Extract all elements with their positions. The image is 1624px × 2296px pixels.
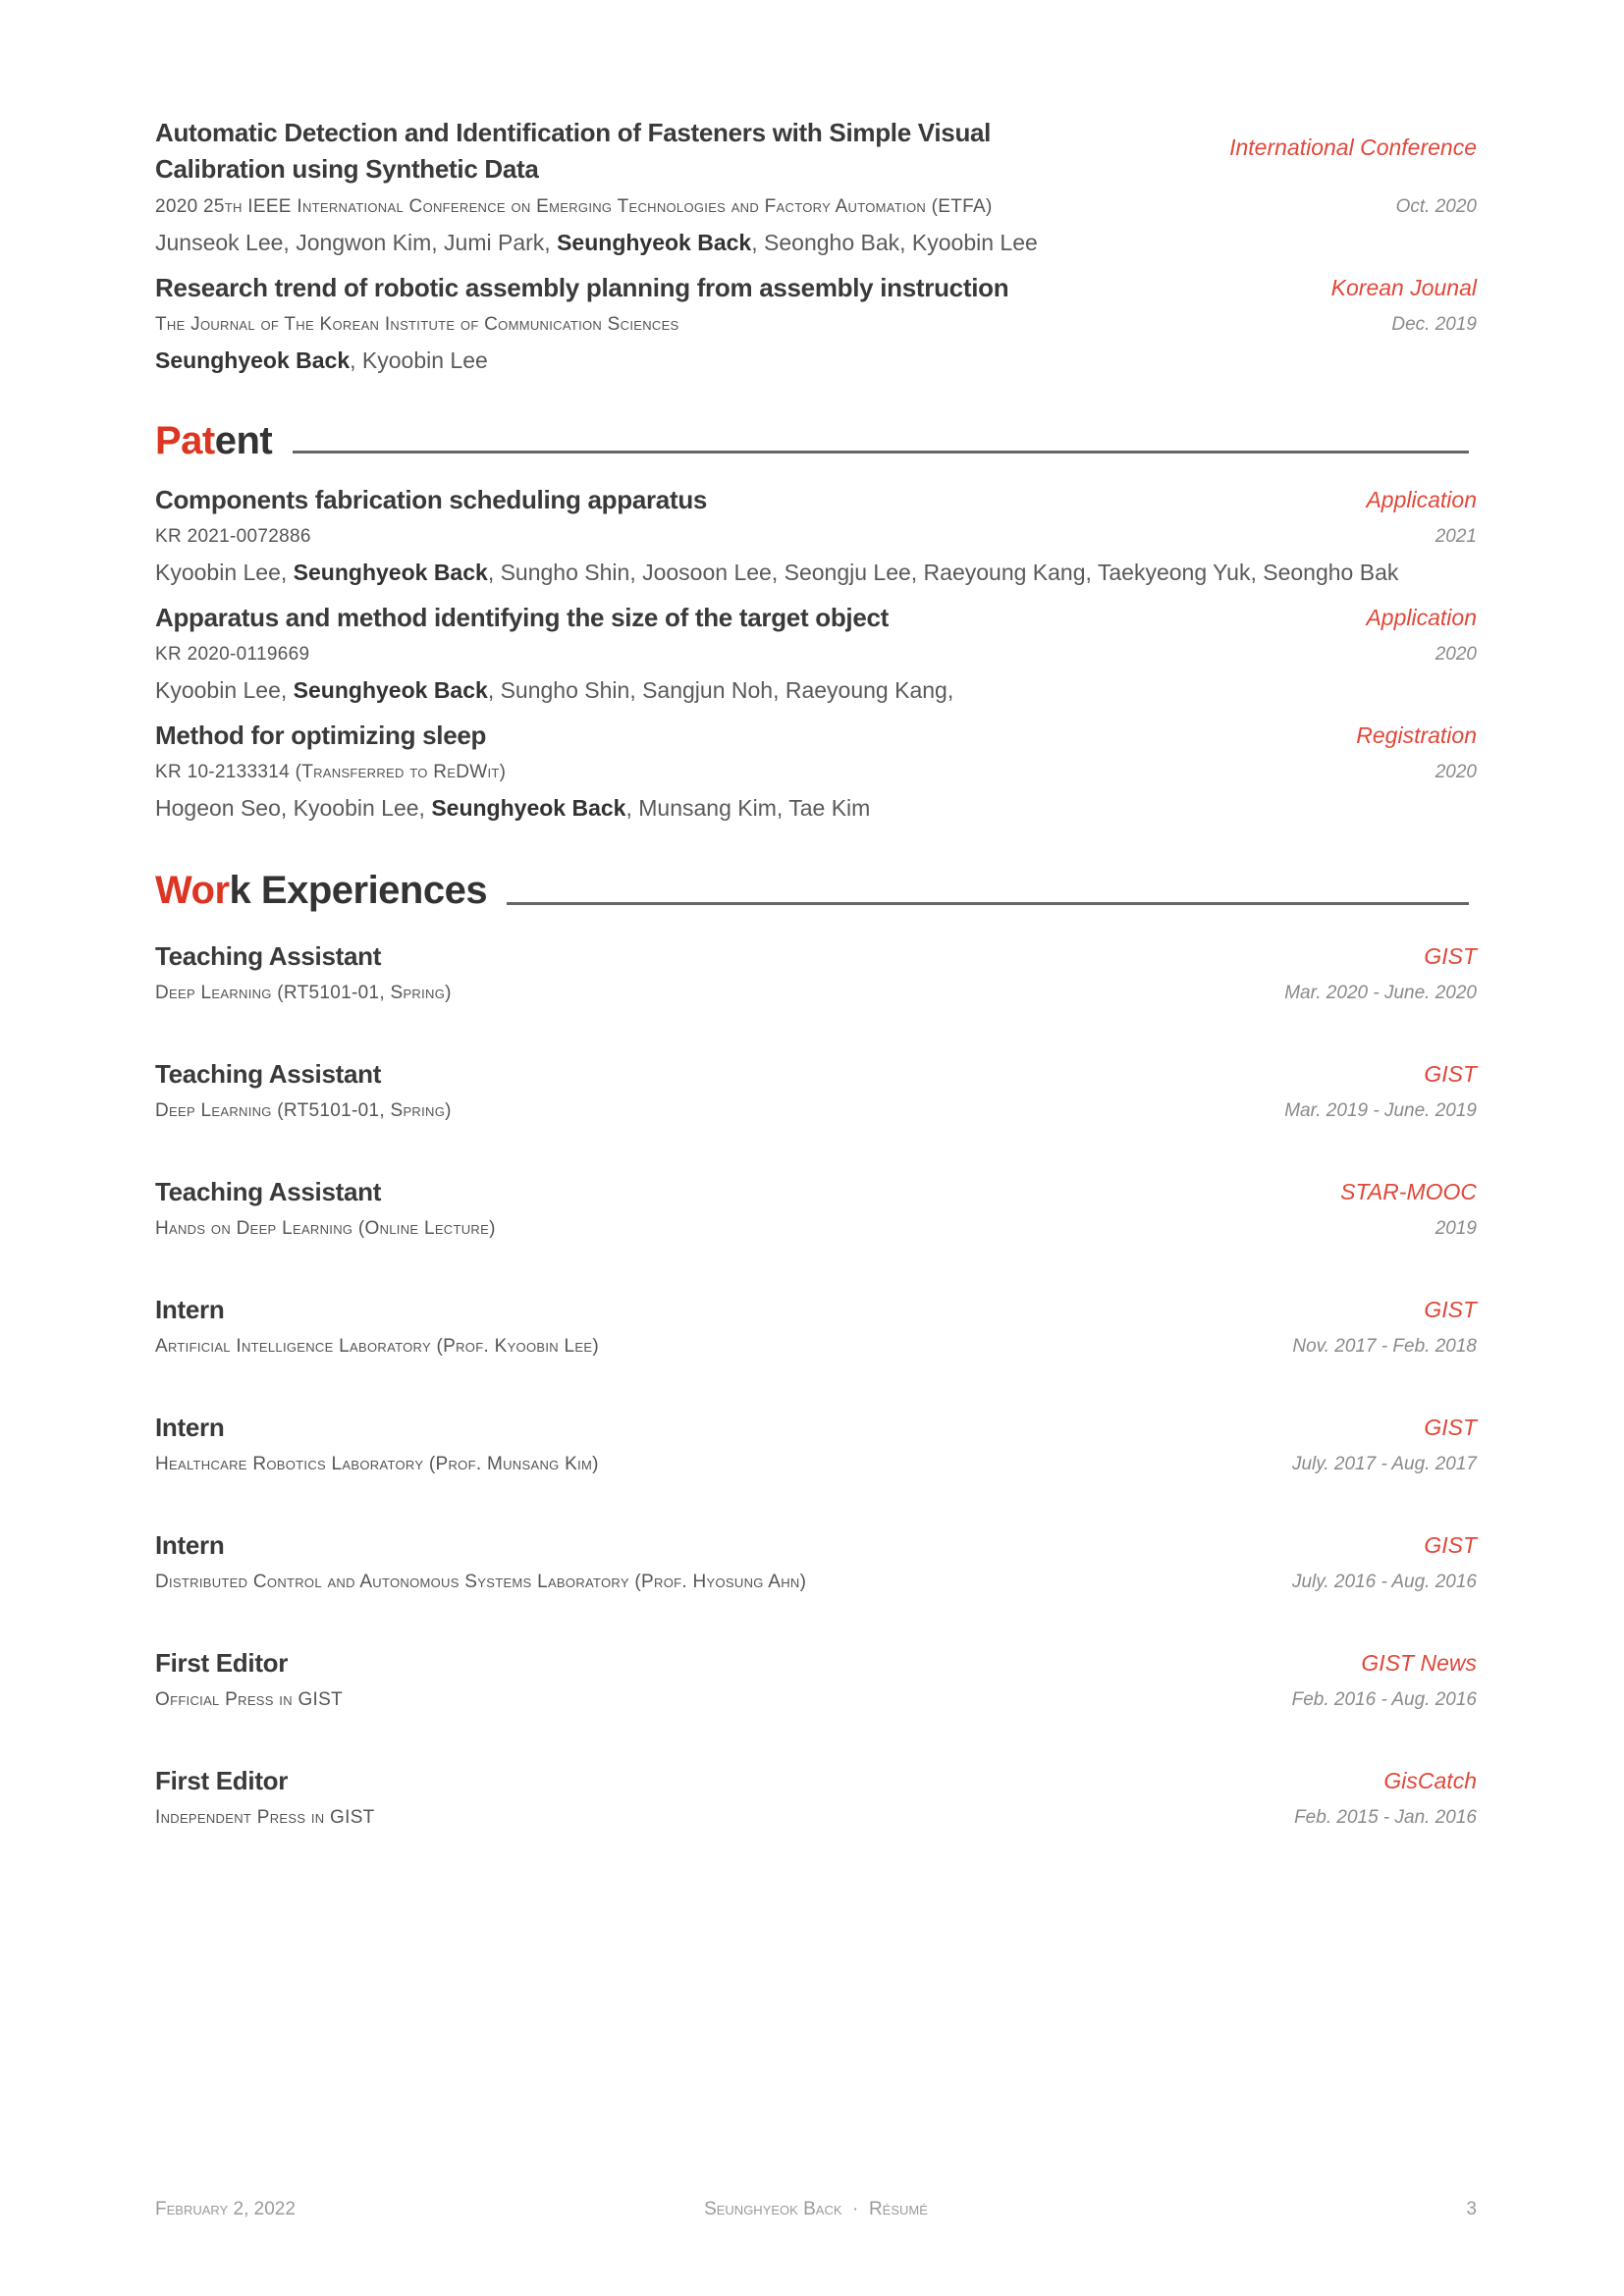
work-role: First Editor [155,1766,289,1795]
authors-text: Kyoobin Lee, [155,560,294,585]
patent-title: Components fabrication scheduling apparatus [155,485,708,514]
work-role: First Editor [155,1648,289,1678]
work-detail: Healthcare Robotics Laboratory (Prof. Munsang Kim) [155,1454,599,1474]
section-title-rest: k Experiences [229,869,488,912]
work-role: Teaching Assistant [155,941,382,971]
authors-text: Junseok Lee, Jongwon Kim, Jumi Park, [155,230,558,255]
publication-date: Dec. 2019 [1391,314,1477,335]
publication-authors [155,230,1038,256]
patent-inventors [155,795,870,822]
work-organization: GIST [1424,1415,1477,1440]
patent-year: 2021 [1435,526,1477,547]
patent-year: 2020 [1435,644,1477,665]
publication-title: Research trend of robotic assembly planning from assembly instruction [155,273,1009,302]
patent-status: Application [1366,605,1477,630]
work-period: July. 2017 - Aug. 2017 [1291,1454,1477,1474]
patent-inventors [155,677,953,704]
authors-text: Kyoobin Lee, [155,677,294,703]
work-detail: Distributed Control and Autonomous Systems Laboratory (Prof. Hyosung Ahn) [155,1572,807,1592]
work-period: Feb. 2016 - Aug. 2016 [1291,1689,1477,1710]
patent-status: Registration [1356,722,1477,748]
work-detail: Artificial Intelligence Laboratory (Prof. Kyoobin Lee) [155,1336,599,1357]
patent-title: Method for optimizing sleep [155,721,487,750]
work-period: July. 2016 - Aug. 2016 [1291,1572,1477,1592]
section-heading-work-experiences [155,866,1477,915]
footer-date: February 2, 2022 [155,2199,296,2219]
work-role: Intern [155,1413,225,1442]
page-number: 3 [1466,2199,1477,2219]
work-period: Mar. 2019 - June. 2019 [1284,1100,1477,1121]
work-organization: GIST [1424,1532,1477,1558]
work-organization: GIST [1424,1297,1477,1322]
publication-date: Oct. 2020 [1395,196,1477,217]
work-detail: Deep Learning (RT5101-01, Spring) [155,983,452,1003]
author-highlight: Seunghyeok Back [155,347,351,373]
author-highlight: Seunghyeok Back [557,230,752,255]
work-organization: STAR-MOOC [1340,1179,1477,1204]
section-heading-patent [155,416,1477,465]
section-divider [507,902,1469,905]
author-highlight: Seunghyeok Back [293,560,488,585]
publication-venue: The Journal of The Korean Institute of Communication Sciences [155,314,679,335]
patent-number: KR 2020-0119669 [155,644,310,665]
work-detail: Hands on Deep Learning (Online Lecture) [155,1218,496,1239]
section-title-rest: ent [214,419,273,462]
work-period: 2019 [1435,1218,1477,1239]
work-role: Teaching Assistant [155,1059,382,1089]
section-divider [293,451,1469,454]
footer-author-title: Seunghyeok Back · Résumé [704,2199,928,2219]
publication-type: Korean Jounal [1330,275,1477,300]
authors-text: , Seongho Bak, Kyoobin Lee [751,230,1038,255]
work-role: Teaching Assistant [155,1177,382,1206]
page-footer [155,2199,1477,2228]
publication-title: Automatic Detection and Identification of Fasteners with Simple Visual [155,118,992,147]
publication-venue: 2020 25th IEEE International Conference on Emerging Technologies and Factory Automation (ETFA) [155,196,993,217]
authors-text: Hogeon Seo, Kyoobin Lee, [155,795,432,821]
author-highlight: Seunghyeok Back [293,677,488,703]
work-period: Mar. 2020 - June. 2020 [1284,983,1477,1003]
authors-text: , Sungho Shin, Sangjun Noh, Raeyoung Kang, [487,677,954,703]
patent-number: KR 2021-0072886 [155,526,311,547]
patent-status: Application [1366,487,1477,512]
authors-text: , Sungho Shin, Joosoon Lee, Seongju Lee, Raeyoung Kang, Taekyeong Yuk, Seongho Bak [487,560,1399,585]
work-organization: GIST News [1361,1650,1477,1676]
work-organization: GisCatch [1383,1768,1477,1793]
work-role: Intern [155,1295,225,1324]
section-title-accent: Pat [155,419,215,462]
authors-text: , Kyoobin Lee [350,347,488,373]
work-detail: Independent Press in GIST [155,1807,375,1828]
work-organization: GIST [1424,1061,1477,1087]
work-period: Nov. 2017 - Feb. 2018 [1292,1336,1477,1357]
authors-text: , Munsang Kim, Tae Kim [625,795,871,821]
work-detail: Official Press in GIST [155,1689,344,1710]
patent-title: Apparatus and method identifying the size of the target object [155,603,890,632]
work-period: Feb. 2015 - Jan. 2016 [1294,1807,1477,1828]
publication-title-continued: Calibration using Synthetic Data [155,154,539,184]
publication-authors [155,347,488,374]
section-title [155,866,487,915]
work-detail: Deep Learning (RT5101-01, Spring) [155,1100,452,1121]
patent-inventors [155,560,1398,586]
patent-year: 2020 [1435,762,1477,782]
publication-type: International Conference [1229,134,1477,160]
work-role: Intern [155,1530,225,1560]
work-organization: GIST [1424,943,1477,969]
patent-number: KR 10-2133314 (Transferred to ReDWit) [155,762,507,782]
author-highlight: Seunghyeok Back [431,795,626,821]
section-title [155,416,272,465]
section-title-accent: Wor [155,869,230,912]
